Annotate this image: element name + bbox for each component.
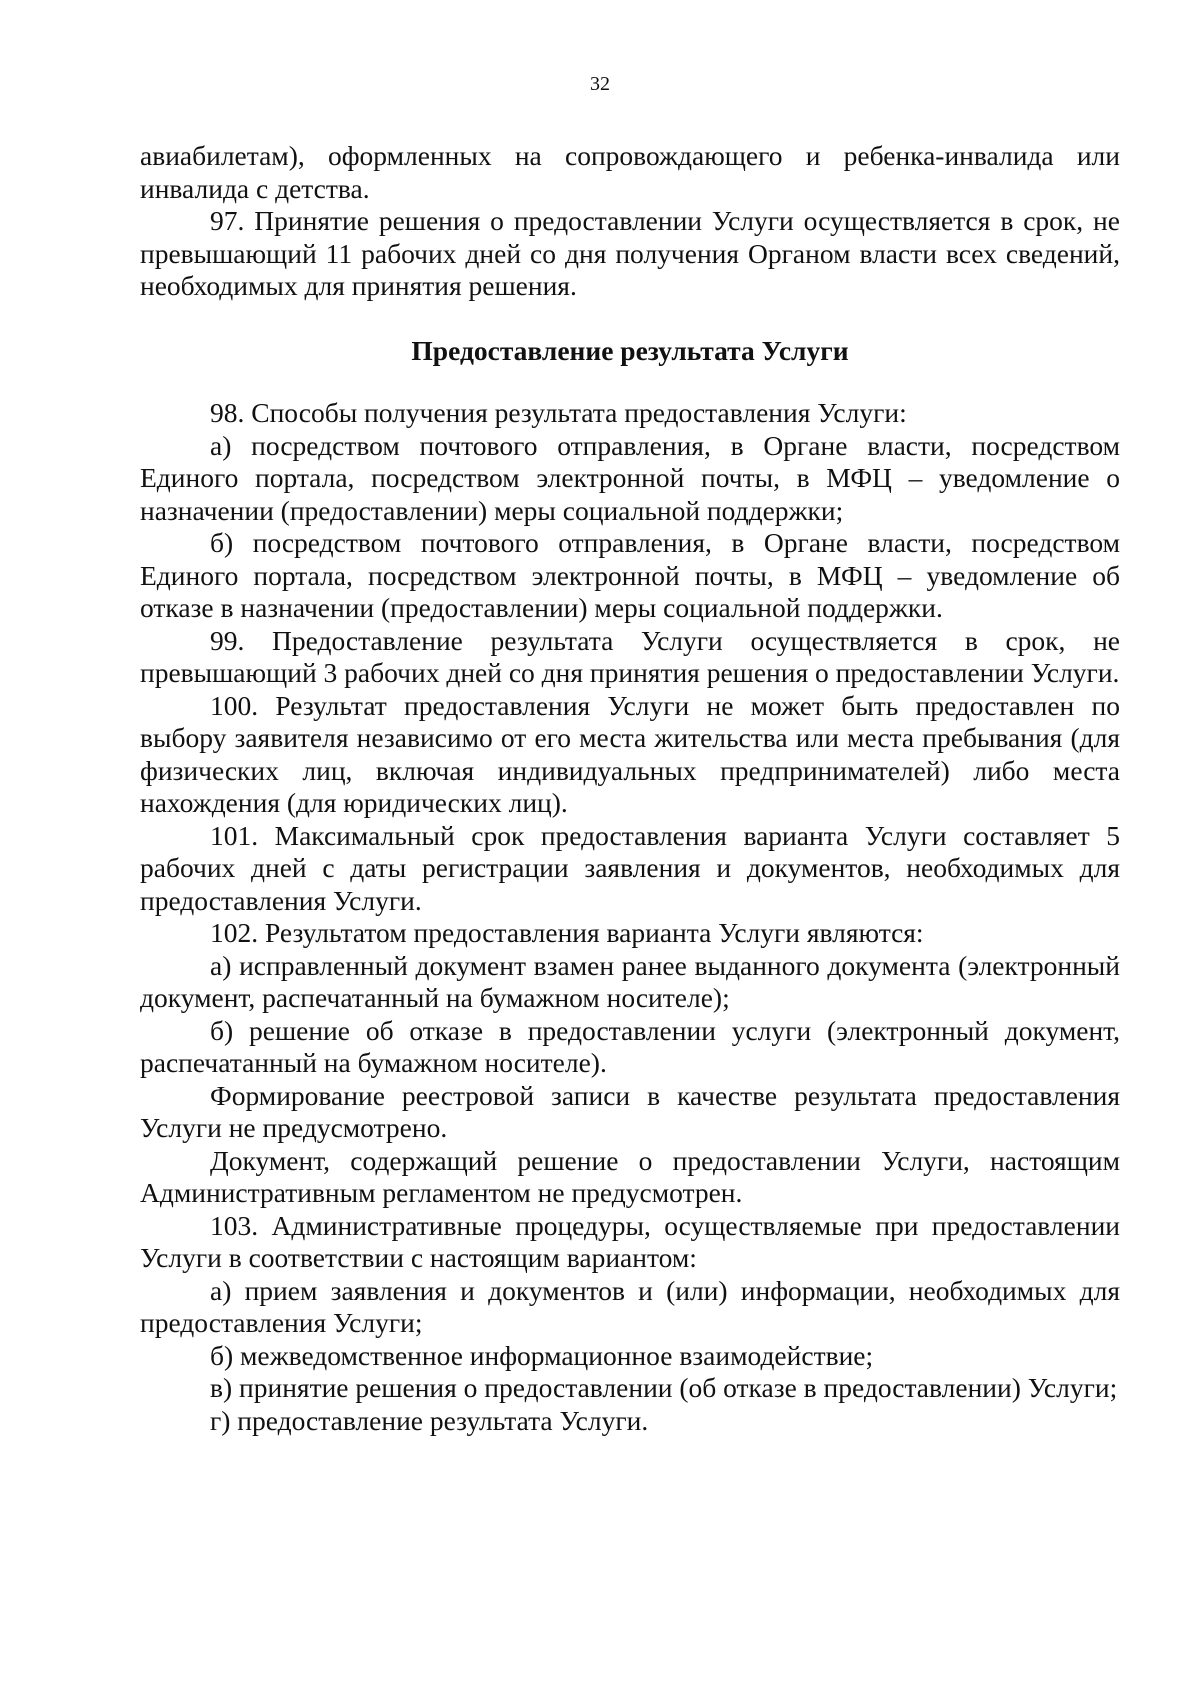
paragraph-103: 103. Административные процедуры, осуществляемые при предоставлении Услуги в соответствии с настоящим вариантом: bbox=[140, 1209, 1120, 1273]
section-title: Предоставление результата Услуги bbox=[411, 334, 849, 366]
paragraph-registry-record: Формирование реестровой записи в качестве результата предоставления Услуги не предусмотрено. bbox=[140, 1079, 1120, 1143]
paragraph-99: 99. Предоставление результата Услуги осуществляется в срок, не превышающий 3 рабочих дней со дня принятия решения о предоставлении Услуги. bbox=[140, 624, 1120, 688]
paragraph-103-b: б) межведомственное информационное взаимодействие; bbox=[210, 1339, 874, 1371]
paragraph-continuation: авиабилетам), оформленных на сопровождающего и ребенка-инвалида или инвалида с детства. bbox=[140, 140, 1120, 204]
document-body bbox=[140, 140, 1120, 1437]
paragraph-100: 100. Результат предоставления Услуги не может быть предоставлен по выбору заявителя независимо от его места жительства или места пребывания (для физических лиц, включая индивидуальных предпринимателей) либо места нахождения (для юридических лиц). bbox=[140, 689, 1120, 818]
paragraph-103-a: а) прием заявления и документов и (или) информации, необходимых для предоставления Услуги; bbox=[140, 1274, 1120, 1338]
paragraph-102: 102. Результатом предоставления варианта Услуги являются: bbox=[210, 917, 924, 948]
paragraph-102-b: б) решение об отказе в предоставлении услуги (электронный документ, распечатанный на бумажном носителе). bbox=[140, 1014, 1120, 1078]
page-number: 32 bbox=[590, 73, 610, 95]
paragraph-102-a: а) исправленный документ взамен ранее выданного документа (электронный документ, распечатанный на бумажном носителе); bbox=[140, 949, 1120, 1013]
paragraph-103-d: г) предоставление результата Услуги. bbox=[210, 1404, 649, 1436]
paragraph-document-decision: Документ, содержащий решение о предоставлении Услуги, настоящим Административным регламентом не предусмотрен. bbox=[140, 1144, 1120, 1208]
paragraph-98-b: б) посредством почтового отправления, в Органе власти, посредством Единого портала, посредством электронной почты, в МФЦ – уведомление об отказе в назначении (предоставлении) меры социальной поддержки. bbox=[140, 527, 1120, 623]
paragraph-103-c: в) принятие решения о предоставлении (об отказе в предоставлении) Услуги; bbox=[210, 1372, 1118, 1403]
paragraph-97: 97. Принятие решения о предоставлении Услуги осуществляется в срок, не превышающий 11 рабочих дней со дня получения Органом власти всех сведений, необходимых для принятия решения. bbox=[140, 205, 1120, 301]
paragraph-101: 101. Максимальный срок предоставления варианта Услуги составляет 5 рабочих дней с даты регистрации заявления и документов, необходимых для предоставления Услуги. bbox=[140, 819, 1120, 916]
paragraph-98: 98. Способы получения результата предоставления Услуги: bbox=[210, 397, 907, 428]
paragraph-98-a: а) посредством почтового отправления, в Органе власти, посредством Единого портала, посредством электронной почты, в МФЦ – уведомление о назначении (предоставлении) меры социальной поддержки; bbox=[140, 429, 1120, 526]
